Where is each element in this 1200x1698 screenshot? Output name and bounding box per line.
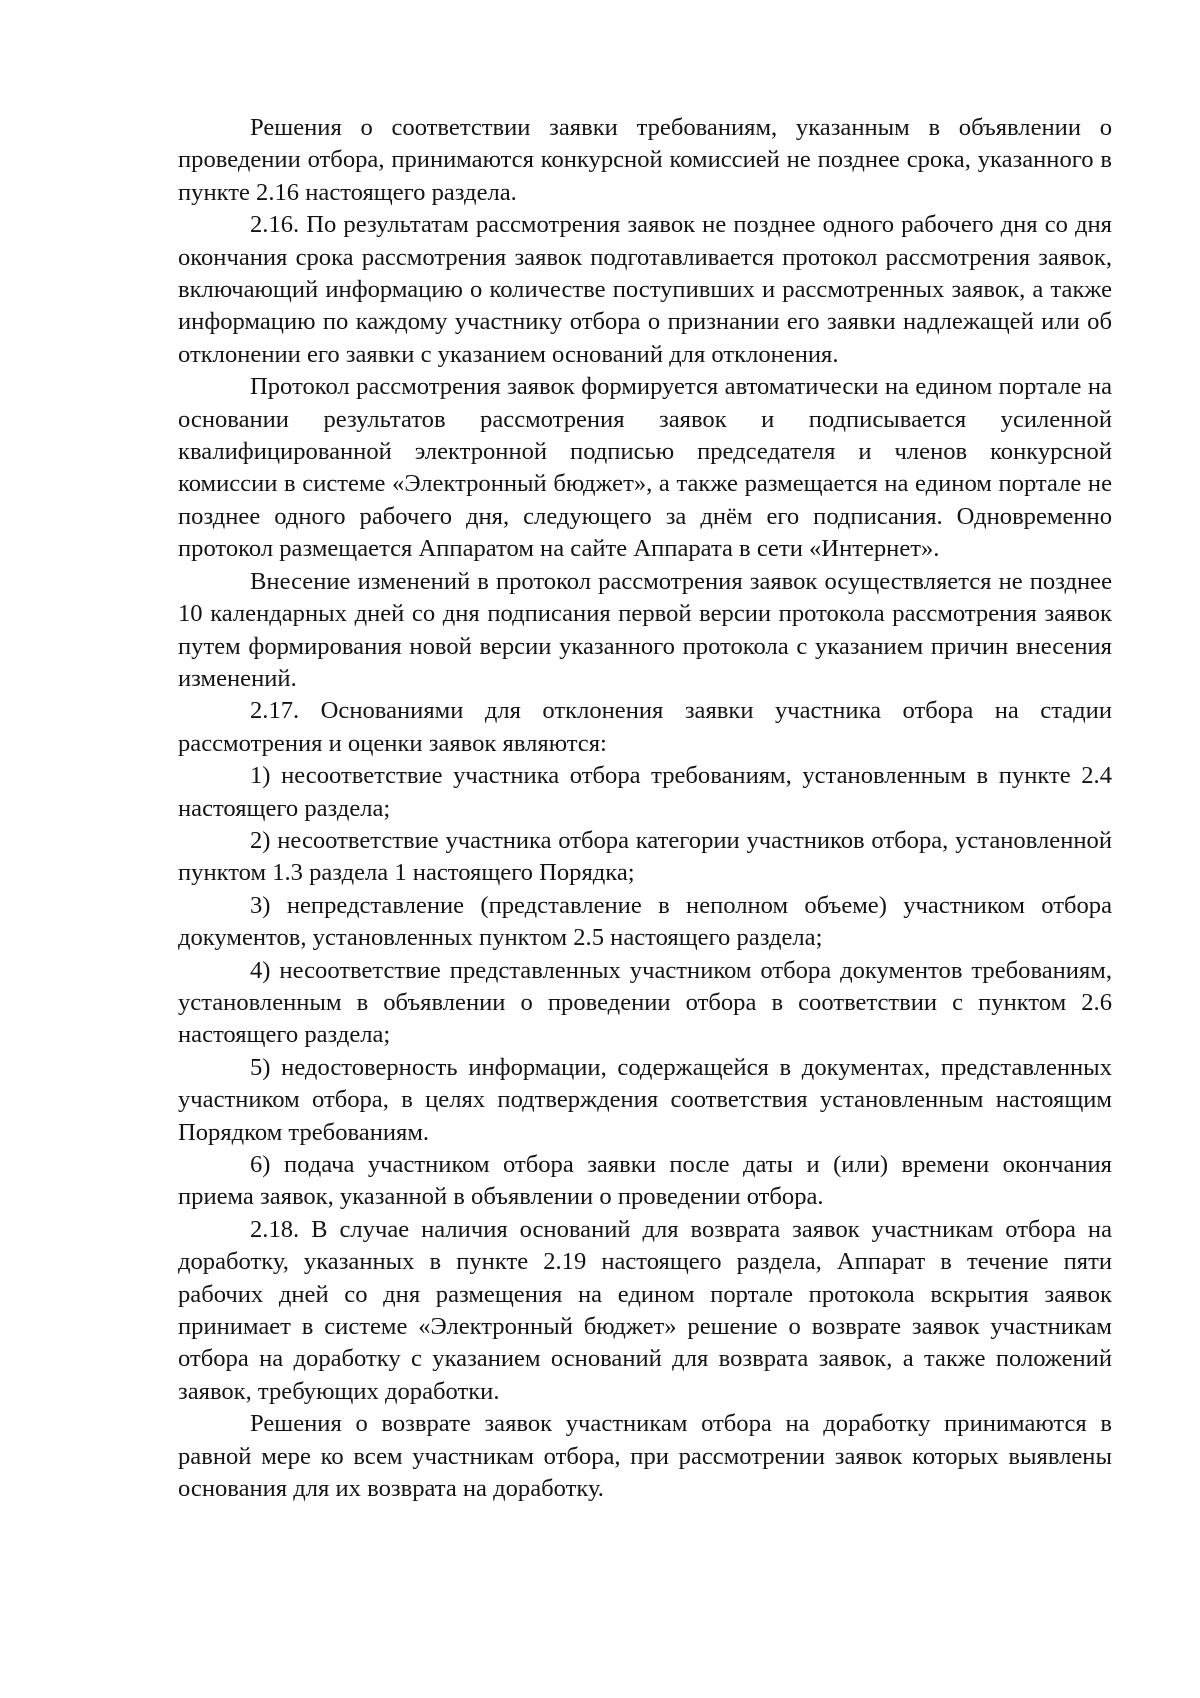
list-item-4: 4) несоответствие представленных участником отбора документов требованиям, установленным в объявлении о проведении отбора в соответствии с пунктом 2.6 настоящего раздела; — [178, 956, 1112, 1049]
paragraph-protocol-formation: Протокол рассмотрения заявок формируется автоматически на едином портале на основании результатов рассмотрения заявок и подписывается усиленной квалифицированной электронной подписью председателя и членов конкурсной комиссии в системе «Электронный бюджет», а также размещается на едином портале не позднее одного рабочего дня, следующего за днём его подписания. Одновременно протокол размещается Аппаратом на сайте Аппарата в сети «Интернет». — [178, 373, 1112, 563]
paragraph-2-17: 2.17. Основаниями для отклонения заявки участника отбора на стадии рассмотрения и оценки заявок являются: — [178, 697, 1112, 757]
paragraph-decision-compliance: Решения о соответствии заявки требованиям, указанным в объявлении о проведении отбора, принимаются конкурсной комиссией не позднее срока, указанного в пункте 2.16 настоящего раздела. — [178, 114, 1112, 206]
paragraph-protocol-changes: Внесение изменений в протокол рассмотрения заявок осуществляется не позднее 10 календарных дней со дня подписания первой версии протокола рассмотрения заявок путем формирования новой версии указанного протокола с указанием причин внесения изменений. — [178, 567, 1112, 692]
paragraph-2-16: 2.16. По результатам рассмотрения заявок не позднее одного рабочего дня со дня окончания срока рассмотрения заявок подготавливается протокол рассмотрения заявок, включающий информацию о количестве поступивших и рассмотренных заявок, а также информацию по каждому участнику отбора о признании его заявки надлежащей или об отклонении его заявки с указанием оснований для отклонения. — [178, 211, 1112, 368]
list-item-6: 6) подача участником отбора заявки после даты и (или) времени окончания приема заявок, указанной в объявлении о проведении отбора. — [178, 1151, 1112, 1211]
paragraph-return-decisions: Решения о возврате заявок участникам отбора на доработку принимаются в равной мере ко всем участникам отбора, при рассмотрении заявок которых выявлены основания для их возврата на доработку. — [178, 1410, 1112, 1503]
list-item-1: 1) несоответствие участника отбора требованиям, установленным в пункте 2.4 настоящего раздела; — [178, 762, 1112, 822]
list-item-2: 2) несоответствие участника отбора категории участников отбора, установленной пунктом 1.3 раздела 1 настоящего Порядка; — [178, 826, 1112, 887]
document-body — [178, 112, 1112, 1505]
paragraph-2-18: 2.18. В случае наличия оснований для возврата заявок участникам отбора на доработку, указанных в пункте 2.19 настоящего раздела, Аппарат в течение пяти рабочих дней со дня размещения на едином портале протокола вскрытия заявок принимает в системе «Электронный бюджет» решение о возврате заявок участникам отбора на доработку с указанием оснований для возврата заявок, а также положений заявок, требующих доработки. — [178, 1215, 1112, 1405]
list-item-5: 5) недостоверность информации, содержащейся в документах, представленных участником отбора, в целях подтверждения соответствия установленным настоящим Порядком требованиям. — [178, 1053, 1112, 1146]
list-item-3: 3) непредставление (представление в неполном объеме) участником отбора документов, установленных пунктом 2.5 настоящего раздела; — [178, 891, 1112, 952]
